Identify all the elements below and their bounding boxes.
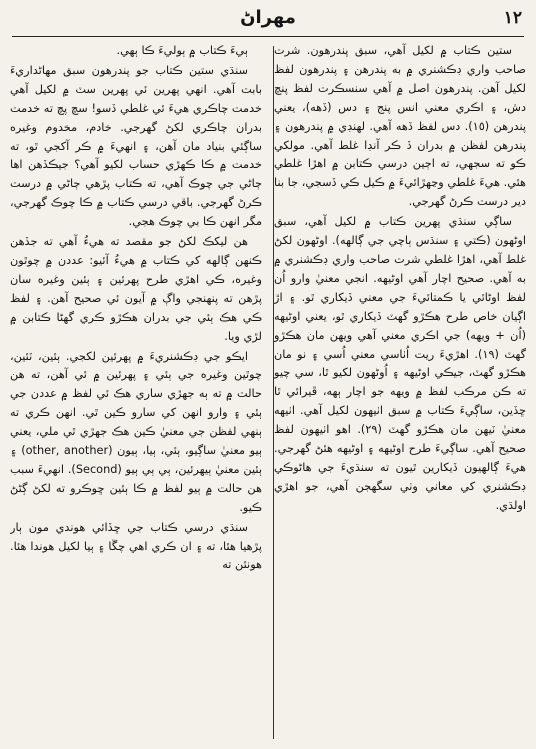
left-column <box>10 42 262 743</box>
right-column <box>274 42 526 743</box>
left-paragraph: ٻيءَ ڪتاب ۾ ٻوليءَ ڪا ٻهي. <box>116 44 248 57</box>
text-columns <box>10 42 526 743</box>
right-paragraph: ستين ڪتاب ۾ لکيل آهي، سبق پندرهون. شرت صاحب واري ڊڪشنري ۾ به پندرهن ۽ پندرهون لفظ لکيل آهن. پندرهون اصل ۾ آهي سنسڪرت لفظ پنچ دش، ۽ اڪري معني انس پنج ۽ دس (ڏهه)، يعني پندرهن (١٥). دس لفظ ڏهه آهي. لهنڊي ۾ پندرهون ۽ پندرهن لفظن ۾ بدران ڏ ڪر آنڊا غلط آهي. مولکي ڪو ته سجهي، ته اڄين درسي ڪتابن ۾ اهڙا غلطي هئي. هيءَ غلطي وڃهڙائيءَ ۾ ڪيل ڪي ڏسجي، جا بنا دير درست ڪرڻ گهرجي. <box>274 44 526 209</box>
left-paragraph: سنڌي ستين ڪتاب جو پندرهون سبق مهاڻداريءَ بابت آهي. انهي پهرين ئي پهرين سٽ ۾ لکيل آهي خدمت چاڪري هيءَ ئي غلطي ڏسو! سچ پچ ته خدمت بدران چاڪري لکڻ گهرجي. خادم، مخدوم وغيره ساڳئي بنياد مان آهن، ۽ انهيءَ ۾ ڪر آکجي ٿو، ته خدمت ۾ ڪا ڪهڙي حساب لکيو آهي؟ جيڪڏهن اها ڄاڻي جي چوڪ آهي، ته ڪتاب پڙهي ڄاڻي ۾ درست ڪرڻ گهرجي. باقي درسي ڪتاب ۾ ڪا چوڪ گهرجي، مگر انهن ڪا بي چوڪ هجي. <box>10 63 262 229</box>
left-paragraph: ايڪو جي ڊڪشنريءَ ۾ پهرئين لکجي. ٻئين، ٽئين، چوٿين وغيره جي ٻئي ۽ پهرئين ۾ ئي آهن، ته هن حالت ۾ ته ٻه جهڙي ساري هڪ ئي لفظ ۾ عددن جي ٻئي ۽ وارو انهن کي سارو ڪين ٿي. انهن ڪري ته ٻنهي لفظن جي معنيٰ ڪين هڪ جهڙي ٿي ملي، يعني ٻيو معنيٰ ساڳيو، ٻئي، ٻيا، ٻيون (other, another) ۽ ٻئين معنيٰ ٻيهرئين، ٻي ٻي ٻيو (Second). انهيءَ سبب هن حالت ۾ ٻيو لفظ ۾ ڪا ٻئين ڇوڪرو ته لکڻ ڳڻڻ ڪيو. <box>10 349 262 514</box>
page-number: ١٢ <box>503 8 522 28</box>
running-title: مهراڻ <box>240 7 296 28</box>
page-header <box>12 4 524 36</box>
right-paragraph: ساڳي سنڌي پهرين ڪتاب ۾ لکيل آهي، سبق اوڻهون (ڪتي ۽ سنڌس ٻاچي جي ڳالهه). اوڻهون لکڻ غلط آهي، اهڙا غلطي شرت صاحب واري ڊڪشنري ۾ به آهي. صحيح اچار آهي اوڻيهه. انجي معنيٰ وارو اُن لفظ اوڻائي يا ڪمتائيءَ جي معني ڏيکاري ٿو. ۽ اڙ اڳيان خاص طرح هڪڙو گهٽ ڏيکاري ٿو، يعني اوڻيهه (اُن + ويهه) جي اڪري معني آهي ويهن مان هڪڙو گهٽ (١٩). اهڙيءَ ريت اُٺاسي معني اُسي ۽ نو مان هڪڙو گهٽ، جيڪي اوڻيهه ۽ اُوڻهون لکيو ٿا، سي چيو ته ڪن مرڪب لفظ ۾ ويهه جو اچار ٻهه، ڦيرائي ٿا ڇڏين، ساڳيءَ ڪتاب ۾ سبق اٺيهون لکيل آهي. اٺيهه معنيٰ ٽيهن مان هڪڙو گهٽ (٢٩). اهو اٺيهون لفظ صحيح آهي. ساڳيءَ طرح اوڻيهه ۽ اوڻيهه هئڻ گهرجي. هيءَ ڳالهيون ڏيکارين ٿيون ته سنڌيءَ جي هاڻوڪي ڊڪشنري کي معاني وٺي سگهجن آهي، جو اهڙي اولڌي. <box>274 215 526 512</box>
column-divider <box>273 46 274 739</box>
header-rule <box>12 36 524 37</box>
left-paragraph: سنڌي درسي ڪتاب جي ڇڏائي هوندي مون ٻار پڙهيا هئا، ته ۽ ان ڪري اهي چڱا ۽ ٻيا لکيل هوندا هئا. هونئن ته <box>10 520 262 572</box>
left-paragraph: هن ليکڪ لکڻ جو مقصد ته هيءُ آهي ته جڏهن ڪنهن ڳالهه کي ڪتاب ۾ هيءُ آئيو: عددن ۾ چوٿون وغيره، ڪي اهڙي طرح پهرئين ۽ ٻئين وغيره سان پڙهن ته پنهنجي واڳ ۾ آيون ئي صحيح آهن. ۽ لفظ ڪي هڪ ٻئي جي بدران هڪڙو ڪري گهڻا ڪتابن ۾ لڙي ويا. <box>10 235 262 343</box>
